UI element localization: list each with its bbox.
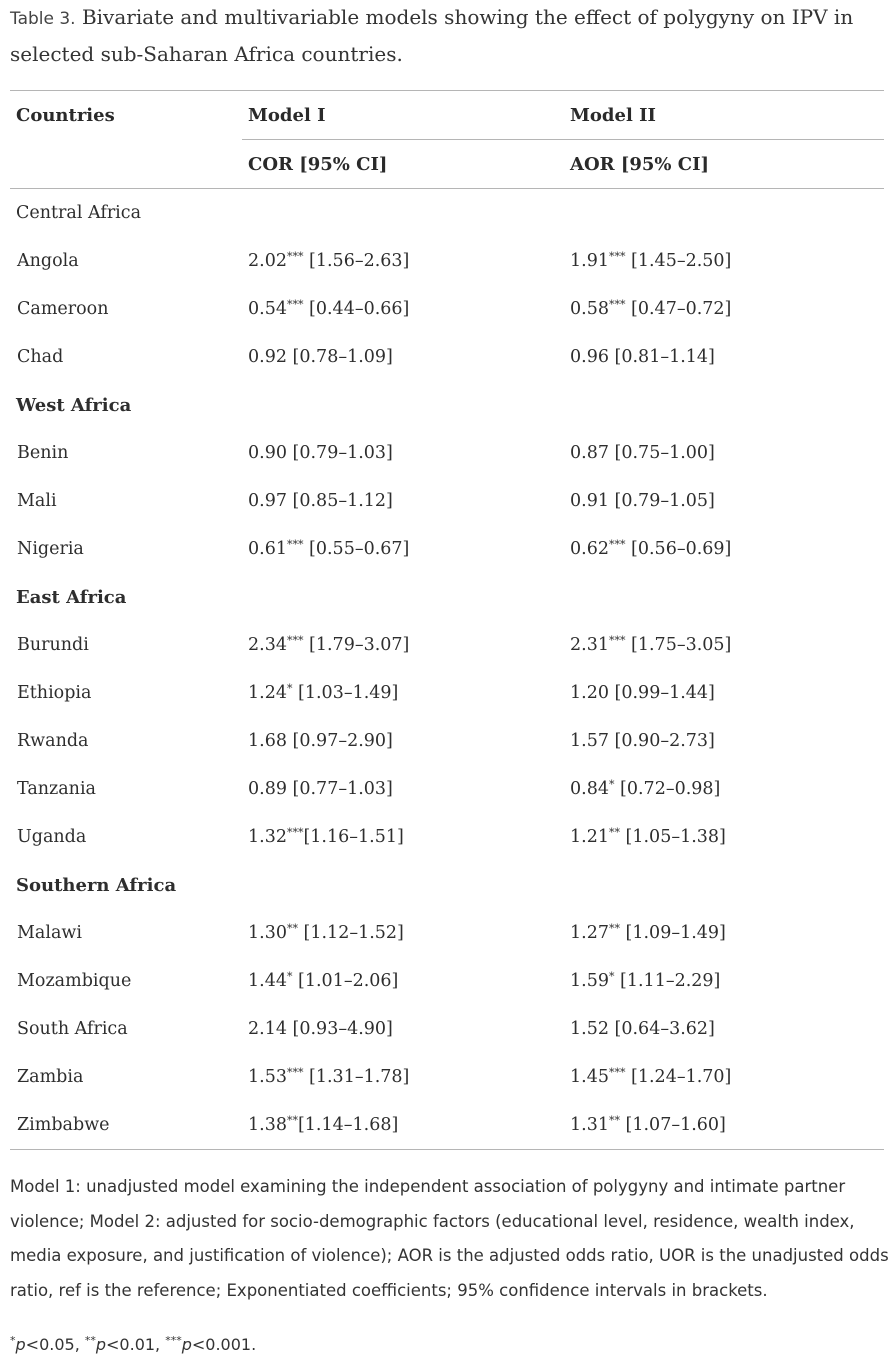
aor-cell <box>564 333 884 381</box>
cor-cell <box>242 477 564 525</box>
country-name: Ethiopia <box>17 683 92 703</box>
caption-text: Bivariate and multivariable models showing the effect of polygyny on IPV in selected sub-Saharan Africa countries. <box>10 5 854 66</box>
aor-confidence-interval: [1.75–3.05] <box>625 635 732 655</box>
cor-significance: *** <box>286 250 304 263</box>
table-row <box>10 1005 884 1053</box>
aor-cell <box>564 1101 884 1150</box>
aor-cell <box>564 717 884 765</box>
aor-significance: *** <box>608 634 626 647</box>
aor-significance: * <box>608 778 615 791</box>
cor-confidence-interval: [0.78–1.09] <box>286 347 393 367</box>
region-row <box>10 573 884 621</box>
country-name: Nigeria <box>17 539 84 559</box>
table-row <box>10 333 884 381</box>
cor-cell <box>242 717 564 765</box>
table-row <box>10 765 884 813</box>
cor-cell <box>242 765 564 813</box>
aor-significance: *** <box>608 538 626 551</box>
table-body <box>10 189 884 1150</box>
country-name: Uganda <box>17 827 87 847</box>
cor-confidence-interval: [0.97–2.90] <box>286 731 393 751</box>
aor-confidence-interval: [0.99–1.44] <box>608 683 715 703</box>
aor-value: 0.62 <box>570 539 609 559</box>
sig-mark-2: ** <box>84 1334 96 1347</box>
country-name: Mozambique <box>17 971 132 991</box>
cor-significance: *** <box>286 298 304 311</box>
aor-cell <box>564 621 884 669</box>
cor-value: 0.90 <box>248 443 287 463</box>
aor-confidence-interval: [1.07–1.60] <box>619 1115 726 1135</box>
aor-value: 1.20 <box>570 683 609 703</box>
country-name: Rwanda <box>17 731 89 751</box>
cor-value: 1.30 <box>248 923 287 943</box>
cor-cell <box>242 1005 564 1053</box>
sig-mark-3: *** <box>165 1334 182 1347</box>
sig-p-1: p <box>15 1335 26 1354</box>
results-table <box>10 90 884 1150</box>
cor-cell <box>242 333 564 381</box>
aor-confidence-interval: [1.11–2.29] <box>614 971 721 991</box>
cor-confidence-interval: [1.16–1.51] <box>303 827 404 847</box>
sig-p-3: p <box>181 1335 192 1354</box>
header-blank <box>10 140 242 189</box>
table-footnote: Model 1: unadjusted model examining the independent association of polygyny and intimate partner violence; Model 2: adjusted for socio-demographic factors (educational level, residence, wealth index, media exposure, and justification of violence); AOR is the adjusted odds ratio, UOR is the unadjusted odds ratio, ref is the reference; Exponentiated coefficients; 95% confidence intervals in brackets. <box>10 1177 889 1300</box>
aor-significance: *** <box>608 1066 626 1079</box>
cor-value: 0.92 <box>248 347 287 367</box>
table-row <box>10 285 884 333</box>
country-name: South Africa <box>17 1019 128 1039</box>
aor-value: 1.21 <box>570 827 609 847</box>
aor-confidence-interval: [0.90–2.73] <box>608 731 715 751</box>
cor-cell <box>242 429 564 477</box>
cor-cell <box>242 669 564 717</box>
cor-value: 1.24 <box>248 683 287 703</box>
aor-confidence-interval: [1.05–1.38] <box>619 827 726 847</box>
sig-p-2: p <box>95 1335 107 1354</box>
cor-confidence-interval: [0.44–0.66] <box>303 299 410 319</box>
aor-significance: ** <box>608 922 620 935</box>
aor-value: 1.45 <box>570 1067 609 1087</box>
cor-confidence-interval: [0.85–1.12] <box>286 491 393 511</box>
aor-value: 1.59 <box>570 971 609 991</box>
cor-significance: ** <box>286 1114 298 1127</box>
cor-cell <box>242 285 564 333</box>
country-name: Malawi <box>17 923 82 943</box>
cor-cell <box>242 957 564 1005</box>
cor-significance: * <box>286 970 293 983</box>
cor-confidence-interval: [0.77–1.03] <box>286 779 393 799</box>
aor-confidence-interval: [0.81–1.14] <box>608 347 715 367</box>
aor-confidence-interval: [0.64–3.62] <box>608 1019 715 1039</box>
cor-value: 0.97 <box>248 491 287 511</box>
aor-confidence-interval: [0.79–1.05] <box>608 491 715 511</box>
aor-confidence-interval: [0.56–0.69] <box>625 539 732 559</box>
aor-significance: * <box>608 970 615 983</box>
cor-cell <box>242 621 564 669</box>
aor-significance: *** <box>608 298 626 311</box>
region-row <box>10 861 884 909</box>
country-name: Benin <box>17 443 69 463</box>
cor-value: 2.34 <box>248 635 287 655</box>
table-row <box>10 477 884 525</box>
cor-confidence-interval: [1.56–2.63] <box>303 251 410 271</box>
cor-confidence-interval: [0.55–0.67] <box>303 539 410 559</box>
cor-value: 1.38 <box>248 1115 287 1135</box>
region-row <box>10 381 884 429</box>
aor-value: 0.91 <box>570 491 609 511</box>
aor-cell <box>564 813 884 861</box>
cor-value: 0.54 <box>248 299 287 319</box>
cor-confidence-interval: [1.14–1.68] <box>297 1115 399 1135</box>
aor-cell <box>564 909 884 957</box>
table-row <box>10 717 884 765</box>
aor-cell <box>564 1005 884 1053</box>
table-row <box>10 909 884 957</box>
significance-legend <box>10 1330 256 1360</box>
aor-cell <box>564 957 884 1005</box>
country-name: Zambia <box>17 1067 84 1087</box>
country-name: Mali <box>17 491 57 511</box>
table-row <box>10 1053 884 1101</box>
cor-significance: *** <box>286 826 304 839</box>
aor-confidence-interval: [1.09–1.49] <box>619 923 726 943</box>
aor-cell <box>564 1053 884 1101</box>
table-row <box>10 525 884 573</box>
cor-significance: ** <box>286 922 298 935</box>
region-name: Southern Africa <box>16 874 177 896</box>
table-caption <box>10 0 870 72</box>
aor-value: 1.57 <box>570 731 609 751</box>
aor-cell <box>564 477 884 525</box>
aor-significance: ** <box>608 826 620 839</box>
cor-confidence-interval: [1.12–1.52] <box>297 923 404 943</box>
aor-value: 0.58 <box>570 299 609 319</box>
aor-value: 1.91 <box>570 251 609 271</box>
region-name: Central Africa <box>16 203 142 223</box>
aor-cell <box>564 429 884 477</box>
country-name: Tanzania <box>17 779 96 799</box>
sig-text-3: <0.001. <box>191 1335 257 1354</box>
sig-mark-1: * <box>10 1334 16 1347</box>
aor-confidence-interval: [1.45–2.50] <box>625 251 732 271</box>
cor-confidence-interval: [1.31–1.78] <box>303 1067 410 1087</box>
sig-text-1: <0.05, <box>25 1335 85 1354</box>
aor-confidence-interval: [0.75–1.00] <box>608 443 715 463</box>
cor-cell <box>242 237 564 285</box>
header-cor: COR [95% CI] <box>242 140 564 189</box>
table-row <box>10 669 884 717</box>
cor-significance: *** <box>286 1066 304 1079</box>
header-aor: AOR [95% CI] <box>564 140 884 189</box>
aor-value: 1.27 <box>570 923 609 943</box>
table-row <box>10 813 884 861</box>
aor-cell <box>564 765 884 813</box>
aor-cell <box>564 285 884 333</box>
region-name: West Africa <box>16 394 132 416</box>
aor-cell <box>564 669 884 717</box>
table-row <box>10 1101 884 1150</box>
cor-confidence-interval: [1.01–2.06] <box>292 971 399 991</box>
aor-confidence-interval: [0.72–0.98] <box>614 779 721 799</box>
table-row <box>10 957 884 1005</box>
country-name: Cameroon <box>17 299 109 319</box>
cor-cell <box>242 1101 564 1150</box>
cor-confidence-interval: [0.93–4.90] <box>286 1019 393 1039</box>
cor-value: 1.68 <box>248 731 287 751</box>
region-name: East Africa <box>16 586 127 608</box>
country-name: Zimbabwe <box>10 1101 242 1150</box>
aor-value: 2.31 <box>570 635 609 655</box>
country-name: Burundi <box>17 635 89 655</box>
header-model-1: Model I <box>242 91 564 140</box>
table-label: Table 3. <box>10 9 76 29</box>
table-header <box>10 91 884 189</box>
cor-confidence-interval: [1.79–3.07] <box>303 635 410 655</box>
header-model-2: Model II <box>564 91 884 140</box>
aor-cell <box>564 525 884 573</box>
country-name: Angola <box>17 251 79 271</box>
aor-significance: ** <box>608 1114 620 1127</box>
aor-cell <box>564 237 884 285</box>
cor-cell <box>242 813 564 861</box>
cor-significance: *** <box>286 634 304 647</box>
cor-value: 0.61 <box>248 539 287 559</box>
cor-significance: * <box>286 682 293 695</box>
cor-value: 1.53 <box>248 1067 287 1087</box>
aor-value: 1.52 <box>570 1019 609 1039</box>
cor-value: 0.89 <box>248 779 287 799</box>
cor-confidence-interval: [0.79–1.03] <box>286 443 393 463</box>
cor-cell <box>242 909 564 957</box>
aor-value: 0.87 <box>570 443 609 463</box>
header-countries: Countries <box>10 91 242 140</box>
cor-value: 2.14 <box>248 1019 287 1039</box>
aor-confidence-interval: [0.47–0.72] <box>625 299 732 319</box>
sig-text-2: <0.01, <box>106 1335 166 1354</box>
cor-confidence-interval: [1.03–1.49] <box>292 683 399 703</box>
aor-value: 0.84 <box>570 779 609 799</box>
aor-value: 1.31 <box>570 1115 609 1135</box>
region-row <box>10 189 884 238</box>
aor-confidence-interval: [1.24–1.70] <box>625 1067 732 1087</box>
aor-significance: *** <box>608 250 626 263</box>
cor-cell <box>242 525 564 573</box>
table-row <box>10 429 884 477</box>
cor-value: 2.02 <box>248 251 287 271</box>
cor-cell <box>242 1053 564 1101</box>
table-row <box>10 237 884 285</box>
cor-value: 1.32 <box>248 827 287 847</box>
aor-value: 0.96 <box>570 347 609 367</box>
table-row <box>10 621 884 669</box>
cor-value: 1.44 <box>248 971 287 991</box>
cor-significance: *** <box>286 538 304 551</box>
country-name: Chad <box>17 347 64 367</box>
